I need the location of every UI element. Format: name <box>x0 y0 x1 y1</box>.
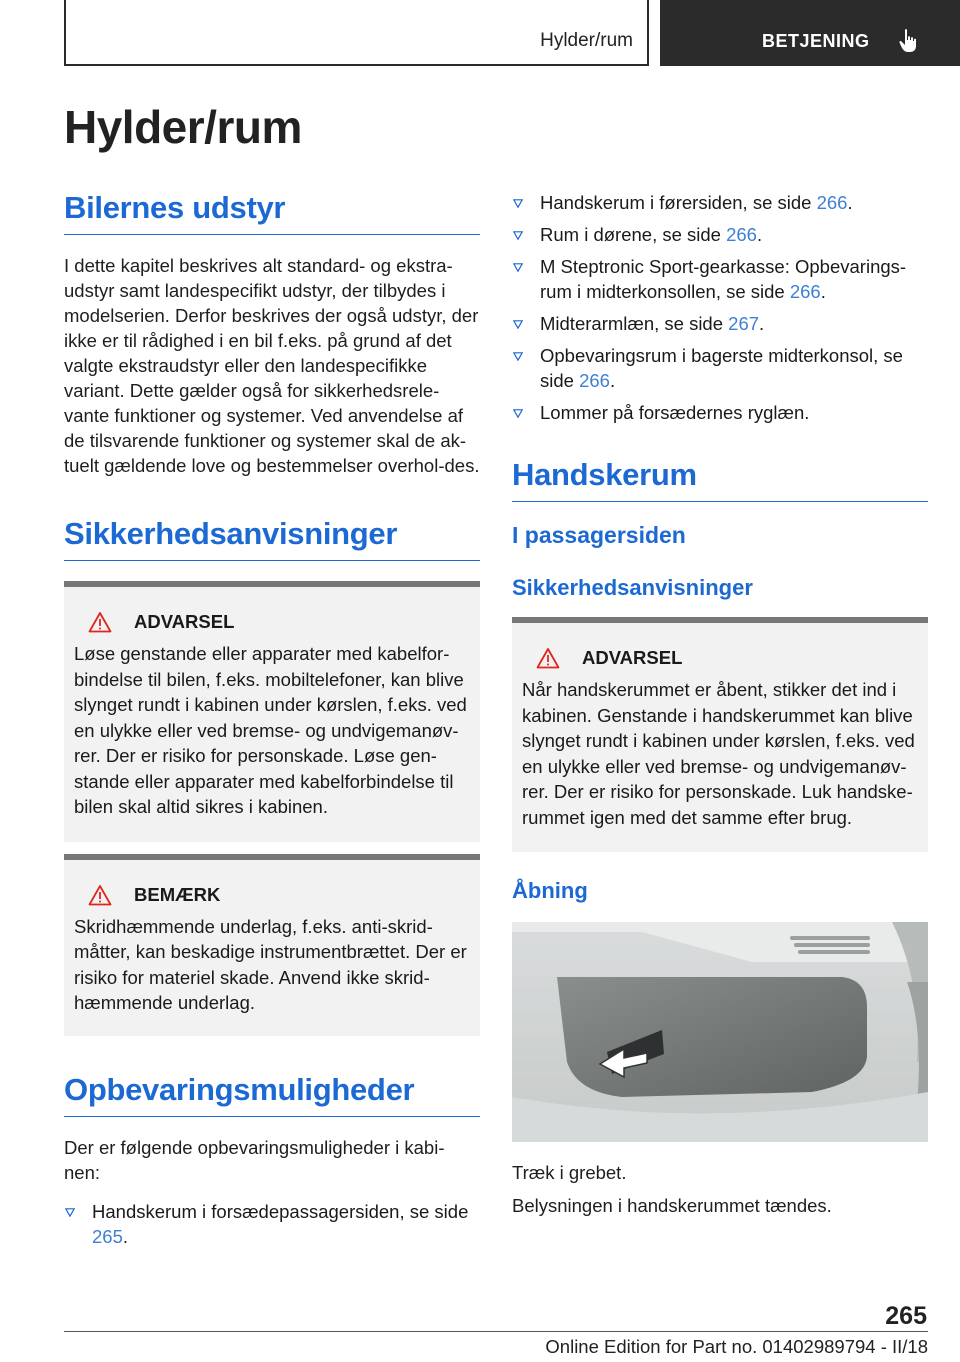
footer-edition-text: Online Edition for Part no. 01402989794 - II/18 <box>545 1336 928 1357</box>
caption-lighting: Belysningen i handskerummet tændes. <box>512 1195 832 1216</box>
warning-triangle-icon <box>536 647 560 669</box>
warning-triangle-icon <box>88 884 112 906</box>
glovebox-photo <box>512 922 928 1142</box>
warning-text: Når handskerummet er åbent, stikker det ind i kabinen. Genstande i handskerummet kan blive slynget rundt i kabinen under kørslen, f.eks. ved en ulykke eller ved bremse- og undvigemanøv-rer. Der er risiko for personskade. Luk handske-rummet igen med det samme efter brug. <box>522 679 915 828</box>
heading-sikkerhedsanvisninger-sub: Sikkerhedsanvisninger <box>512 575 753 600</box>
list-item: Lommer på forsædernes ryglæn. <box>512 400 928 425</box>
warning-label: ADVARSEL <box>134 611 235 632</box>
equipment-paragraph: I dette kapitel beskrives alt standard- og ekstra-udstyr samt landespecifikt udstyr, der tilbydes i modelserien. Derfor beskrives der også udstyr, der ikke er til rådighed i en bil f.eks. på grund af det valgte ekstraudstyr eller den landespecifikke variant. Dette gælder også for sikkerhedsrele-vante funktioner og systemer. Ved anvendelse af de tilsvarende funktioner og systemer skal de ak-tuelt gældende love og bestemmelser overhol-des. <box>64 255 480 476</box>
warning-header <box>88 611 470 633</box>
page-link[interactable]: 265 <box>92 1225 123 1247</box>
triangle-bullet-icon <box>513 231 523 240</box>
warning-box-advarsel <box>64 581 480 842</box>
notice-label: BEMÆRK <box>134 883 221 905</box>
page-link[interactable]: 267 <box>728 313 760 334</box>
heading-opbevaringsmuligheder: Opbevaringsmuligheder <box>64 1072 480 1117</box>
notice-box-bemaerk <box>64 854 480 1036</box>
page-link[interactable]: 266 <box>579 370 610 391</box>
warning-label: ADVARSEL <box>582 647 683 668</box>
left-column <box>64 190 480 1256</box>
notice-header <box>88 884 470 906</box>
page-title: Hylder/rum <box>64 101 302 153</box>
header-chapter-tab <box>660 0 960 66</box>
storage-list-right <box>512 190 928 425</box>
triangle-bullet-icon <box>513 409 523 418</box>
list-item: M Steptronic Sport-gearkasse: Opbevarings-rum i midterkonsollen, se side 266. <box>512 254 928 304</box>
right-column <box>512 190 928 1218</box>
warning-triangle-icon <box>88 611 112 633</box>
heading-sikkerhedsanvisninger: Sikkerhedsanvisninger <box>64 516 480 561</box>
hand-pointer-icon <box>898 28 922 54</box>
warning-header <box>536 647 918 669</box>
list-item: Opbevaringsrum i bagerste midterkonsol, se side 266. <box>512 343 928 393</box>
caption-pull-handle: Træk i grebet. <box>512 1162 627 1183</box>
list-item: Handskerum i forsædepassagersiden, se side 265. <box>64 1199 480 1249</box>
page-link[interactable]: 266 <box>726 224 757 245</box>
notice-text: Skridhæmmende underlag, f.eks. anti-skrid-måtter, kan beskadige instrumentbrættet. Der er risiko for materiel skade. Anvend ikke skrid-hæmmende underlag. <box>74 915 467 1013</box>
storage-list-left <box>64 1199 480 1249</box>
page-number: 265 <box>885 1302 927 1330</box>
triangle-bullet-icon <box>513 199 523 208</box>
list-item: Midterarmlæn, se side 267. <box>512 311 928 336</box>
heading-bilernes-udstyr: Bilernes udstyr <box>64 190 480 235</box>
list-item: Rum i dørene, se side 266. <box>512 222 928 247</box>
warning-box-glovebox <box>512 617 928 852</box>
header-chapter-title: BETJENING <box>762 31 870 51</box>
triangle-bullet-icon <box>65 1208 75 1217</box>
list-item: Handskerum i førersiden, se side 266. <box>512 190 928 215</box>
page-link[interactable]: 266 <box>789 281 821 302</box>
header-section-title: Hylder/rum <box>540 30 633 51</box>
header-section-box <box>64 0 649 66</box>
footer-divider <box>64 1331 928 1332</box>
triangle-bullet-icon <box>513 352 523 361</box>
page-link[interactable]: 266 <box>816 192 848 213</box>
warning-text: Løse genstande eller apparater med kabelfor-bindelse til bilen, f.eks. mobiltelefoner, kan blive slynget rundt i kabinen under kørslen, f.eks. ved en ulykke eller ved bremse- og undvigemanøv-rer. Der er risiko for personskade. Løse gen-stande eller apparater med kabelforbindelse til bilen skal altid sikres i kabinen. <box>74 643 467 817</box>
triangle-bullet-icon <box>513 263 523 272</box>
storage-intro: Der er følgende opbevaringsmuligheder i kabi-nen: <box>64 1136 445 1183</box>
heading-i-passagersiden: I passagersiden <box>512 522 686 548</box>
heading-handskerum: Handskerum <box>512 457 928 502</box>
heading-aabning: Åbning <box>512 878 588 903</box>
triangle-bullet-icon <box>513 320 523 329</box>
